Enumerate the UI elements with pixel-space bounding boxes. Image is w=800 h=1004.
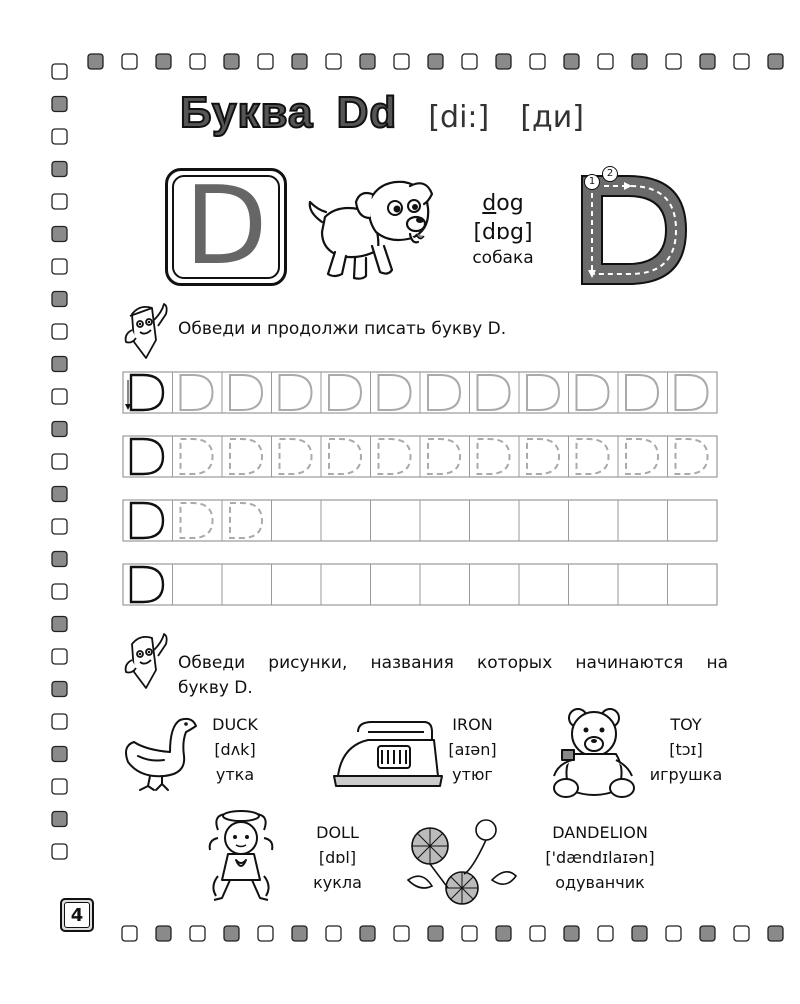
trace-letter[interactable] bbox=[626, 375, 658, 410]
border-square bbox=[52, 682, 67, 697]
writing-grid bbox=[122, 370, 720, 615]
page-number bbox=[60, 898, 94, 932]
border-square bbox=[52, 779, 67, 794]
trace-letter[interactable] bbox=[577, 375, 609, 410]
border-square bbox=[190, 54, 205, 69]
border-square bbox=[462, 926, 477, 941]
border-square bbox=[52, 454, 67, 469]
trace-letter[interactable] bbox=[280, 375, 312, 410]
item-dandelion-ru: одуванчик bbox=[555, 873, 645, 892]
instruction-1: Обведи и продолжи писать букву D. bbox=[178, 319, 507, 339]
item-dandelion bbox=[510, 820, 690, 895]
trace-letter[interactable] bbox=[676, 375, 708, 410]
border-square bbox=[52, 519, 67, 534]
border-square bbox=[734, 54, 749, 69]
border-square bbox=[394, 926, 409, 941]
border-square bbox=[52, 227, 67, 242]
example-word-rest: og bbox=[496, 191, 524, 216]
border-square bbox=[88, 54, 103, 69]
trace-letter[interactable] bbox=[230, 503, 262, 538]
trace-letter[interactable] bbox=[478, 439, 510, 474]
trace-letter[interactable] bbox=[626, 439, 658, 474]
doll-illustration[interactable] bbox=[196, 810, 286, 906]
border-square bbox=[122, 54, 137, 69]
border-square bbox=[530, 926, 545, 941]
big-letter: D bbox=[184, 164, 268, 289]
border-square bbox=[360, 926, 375, 941]
trace-letter[interactable] bbox=[379, 439, 411, 474]
trace-letter[interactable] bbox=[181, 375, 213, 410]
border-square bbox=[52, 64, 67, 79]
border-square bbox=[394, 54, 409, 69]
item-doll bbox=[290, 820, 385, 895]
border-square bbox=[52, 97, 67, 112]
border-square bbox=[52, 487, 67, 502]
item-iron bbox=[425, 712, 520, 787]
example-word bbox=[448, 190, 558, 219]
trace-letter[interactable] bbox=[577, 439, 609, 474]
border-square bbox=[768, 54, 783, 69]
item-duck-en: DUCK bbox=[212, 715, 258, 734]
item-toy-en: TOY bbox=[670, 715, 702, 734]
item-toy bbox=[636, 712, 736, 787]
border-square bbox=[564, 926, 579, 941]
item-duck bbox=[190, 712, 280, 787]
item-doll-en: DOLL bbox=[316, 823, 359, 842]
border-square bbox=[224, 54, 239, 69]
instruction-2-line2: букву D. bbox=[178, 678, 253, 698]
dog-illustration bbox=[300, 172, 440, 287]
item-dandelion-tr: ['dændɪlaɪən] bbox=[545, 848, 655, 867]
border-square bbox=[52, 649, 67, 664]
border-square bbox=[52, 552, 67, 567]
border-square bbox=[326, 54, 341, 69]
border-square bbox=[666, 926, 681, 941]
item-iron-ru: утюг bbox=[452, 765, 493, 784]
model-letter bbox=[131, 503, 163, 538]
border-square bbox=[52, 292, 67, 307]
trace-letter[interactable] bbox=[428, 375, 460, 410]
phonetic-en: [di:] bbox=[428, 100, 490, 135]
example-letter: d bbox=[482, 191, 497, 216]
border-square bbox=[292, 926, 307, 941]
border-square bbox=[530, 54, 545, 69]
border-square bbox=[564, 54, 579, 69]
border-square bbox=[428, 54, 443, 69]
stroke-number-1: 1 bbox=[584, 174, 600, 190]
border-square bbox=[462, 54, 477, 69]
border-square bbox=[52, 162, 67, 177]
trace-letter[interactable] bbox=[379, 375, 411, 410]
title-word: Буква bbox=[180, 88, 314, 137]
border-square bbox=[496, 54, 511, 69]
trace-letter[interactable] bbox=[329, 439, 361, 474]
item-toy-ru: игрушка bbox=[649, 765, 723, 784]
border-square bbox=[52, 357, 67, 372]
item-toy-tr: [tɔɪ] bbox=[669, 740, 703, 759]
model-letter bbox=[131, 439, 163, 474]
trace-letter[interactable] bbox=[230, 375, 262, 410]
item-duck-ru: утка bbox=[215, 765, 255, 784]
trace-letter[interactable] bbox=[329, 375, 361, 410]
teddy-bear-illustration[interactable] bbox=[548, 706, 638, 802]
example-transcription: [dɒg] bbox=[473, 219, 533, 245]
item-dandelion-en: DANDELION bbox=[552, 823, 648, 842]
border-left bbox=[0, 0, 90, 1000]
border-square bbox=[122, 926, 137, 941]
border-square bbox=[156, 54, 171, 69]
trace-letter[interactable] bbox=[527, 375, 559, 410]
border-square bbox=[52, 844, 67, 859]
border-square bbox=[52, 714, 67, 729]
pencil-mascot-icon-2 bbox=[122, 630, 172, 690]
border-square bbox=[700, 54, 715, 69]
border-top bbox=[0, 0, 800, 90]
trace-letter[interactable] bbox=[478, 375, 510, 410]
border-square bbox=[496, 926, 511, 941]
border-square bbox=[768, 926, 783, 941]
border-square bbox=[666, 54, 681, 69]
border-square bbox=[428, 926, 443, 941]
duck-illustration[interactable] bbox=[120, 712, 200, 794]
trace-letter[interactable] bbox=[428, 439, 460, 474]
trace-letter[interactable] bbox=[230, 439, 262, 474]
border-square bbox=[52, 584, 67, 599]
item-doll-ru: кукла bbox=[313, 873, 362, 892]
border-square bbox=[190, 926, 205, 941]
letter-box bbox=[165, 164, 287, 289]
instruction-2 bbox=[178, 651, 738, 701]
border-square bbox=[632, 926, 647, 941]
border-square bbox=[52, 812, 67, 827]
instruction-2-line1: Обведи рисунки, названия которых начинаются на bbox=[178, 653, 728, 673]
stroke-order-letter bbox=[568, 162, 698, 292]
border-square bbox=[598, 926, 613, 941]
border-square bbox=[52, 129, 67, 144]
border-square bbox=[700, 926, 715, 941]
border-square bbox=[156, 926, 171, 941]
border-square bbox=[326, 926, 341, 941]
stroke-number-2: 2 bbox=[602, 166, 618, 182]
border-square bbox=[52, 422, 67, 437]
item-iron-tr: [aɪən] bbox=[448, 740, 497, 759]
border-square bbox=[360, 54, 375, 69]
border-square bbox=[52, 747, 67, 762]
trace-letter[interactable] bbox=[676, 439, 708, 474]
model-letter bbox=[131, 567, 163, 602]
item-doll-tr: [dɒl] bbox=[318, 848, 357, 867]
border-square bbox=[258, 926, 273, 941]
border-square bbox=[52, 259, 67, 274]
pencil-mascot-icon bbox=[122, 300, 172, 360]
model-letter bbox=[131, 375, 163, 410]
page-title bbox=[180, 88, 740, 148]
border-square bbox=[632, 54, 647, 69]
page-number-text: 4 bbox=[64, 902, 90, 928]
border-square bbox=[52, 389, 67, 404]
border-square bbox=[292, 54, 307, 69]
trace-letter[interactable] bbox=[181, 439, 213, 474]
dandelion-illustration[interactable] bbox=[402, 810, 522, 906]
item-duck-tr: [dʌk] bbox=[214, 740, 256, 759]
border-square bbox=[52, 617, 67, 632]
trace-letter[interactable] bbox=[280, 439, 312, 474]
border-square bbox=[598, 54, 613, 69]
trace-letter[interactable] bbox=[181, 503, 213, 538]
border-square bbox=[52, 194, 67, 209]
border-square bbox=[224, 926, 239, 941]
example-translation: собака bbox=[472, 248, 534, 269]
example-word-block bbox=[448, 190, 558, 269]
trace-letter[interactable] bbox=[527, 439, 559, 474]
border-square bbox=[734, 926, 749, 941]
border-square bbox=[258, 54, 273, 69]
item-iron-en: IRON bbox=[452, 715, 493, 734]
border-bottom bbox=[0, 900, 800, 960]
phonetic-ru: [ди] bbox=[520, 100, 584, 135]
title-letter: Dd bbox=[336, 88, 398, 137]
border-square bbox=[52, 324, 67, 339]
